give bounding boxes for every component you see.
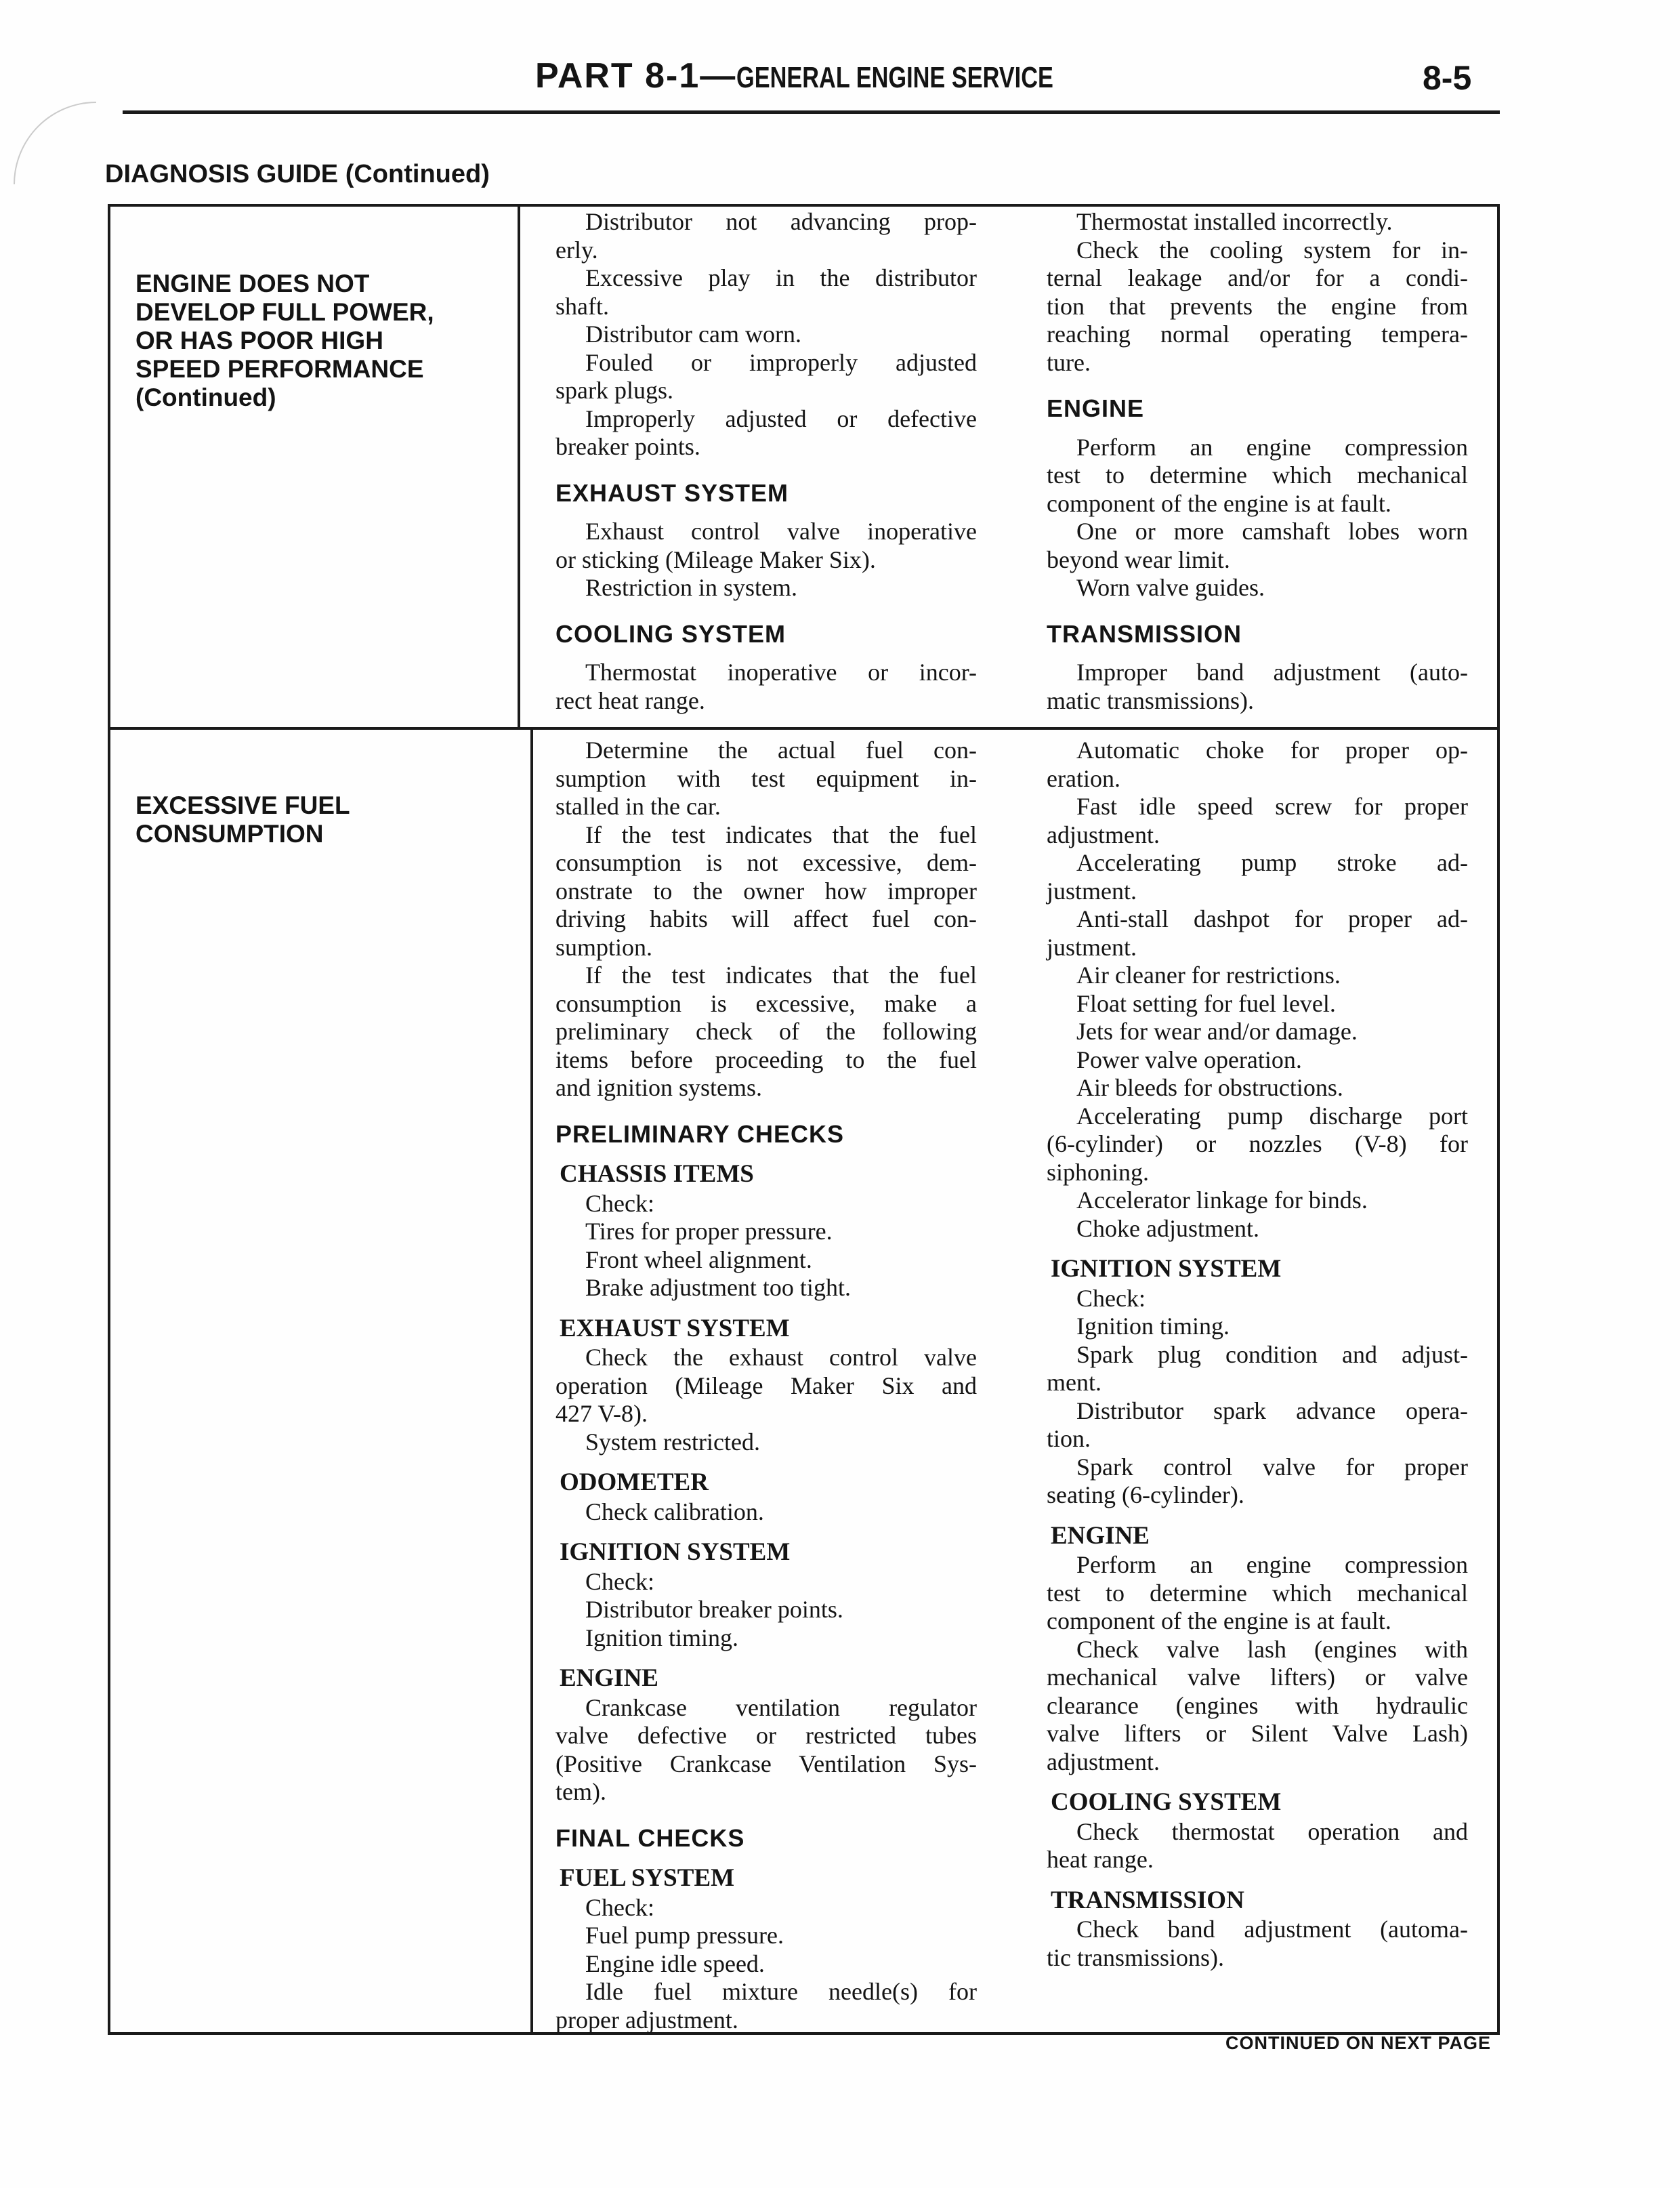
text-line: Thermostat inoperative or incor- xyxy=(585,659,977,686)
cause-paragraph xyxy=(555,1498,977,1527)
text-line: Fuel pump pressure. xyxy=(585,1922,784,1949)
condition-line: EXCESSIVE FUEL xyxy=(135,791,350,819)
diagnosis-guide-title: DIAGNOSIS GUIDE (Continued) xyxy=(105,160,490,188)
text-line: ment. xyxy=(1047,1369,1101,1396)
subsection-heading: ENGINE xyxy=(1051,1521,1150,1550)
subsection-heading: COOLING SYSTEM xyxy=(1051,1788,1282,1816)
text-line: sumption with test equipment in- xyxy=(555,764,977,792)
cause-paragraph xyxy=(1047,1341,1468,1397)
text-line: tion. xyxy=(1047,1425,1091,1452)
cause-paragraph xyxy=(1047,1551,1468,1636)
page-header-title xyxy=(535,56,1143,96)
cause-paragraph xyxy=(555,1978,977,2034)
text-line: Exhaust control valve inoperative xyxy=(585,518,977,545)
cause-paragraph xyxy=(1047,434,1468,518)
text-line: eration. xyxy=(1047,764,1120,792)
subsection-heading: ENGINE xyxy=(560,1664,658,1692)
text-line: test to determine which mechanical xyxy=(1047,461,1468,489)
text-line: reaching normal operating tempera- xyxy=(1047,321,1468,348)
text-line: Check the cooling system for in- xyxy=(1076,236,1468,264)
header-rule xyxy=(123,110,1500,114)
text-line: Accelerating pump discharge port xyxy=(1076,1102,1468,1130)
section-heading: PRELIMINARY CHECKS xyxy=(555,1119,845,1148)
text-line: ternal leakage and/or for a condi- xyxy=(1047,264,1468,291)
cause-paragraph xyxy=(1047,1285,1468,1313)
text-line: Accelerator linkage for binds. xyxy=(1076,1186,1368,1214)
cause-paragraph xyxy=(1047,1818,1468,1874)
text-line: clearance (engines with hydraulic xyxy=(1047,1691,1468,1719)
part-number: PART 8-1 xyxy=(535,56,700,96)
cause-paragraph xyxy=(1047,1046,1468,1075)
text-line: Determine the actual fuel con- xyxy=(585,737,977,764)
cause-paragraph xyxy=(555,1950,977,1979)
text-line: valve defective or restricted tubes xyxy=(555,1722,977,1749)
cause-paragraph xyxy=(1047,518,1468,574)
cause-paragraph xyxy=(1047,659,1468,715)
cause-paragraph xyxy=(1047,793,1468,849)
row-divider xyxy=(108,727,1500,730)
text-line: Check calibration. xyxy=(585,1498,764,1525)
text-line: or sticking (Mileage Maker Six). xyxy=(555,545,876,573)
subsection-heading: ODOMETER xyxy=(560,1468,709,1496)
section-title: GENERAL ENGINE SERVICE xyxy=(736,61,1054,94)
text-line: tem). xyxy=(555,1778,606,1805)
cause-paragraph xyxy=(1047,208,1468,236)
section-heading: TRANSMISSION xyxy=(1047,619,1242,648)
subsection-heading: IGNITION SYSTEM xyxy=(1051,1255,1282,1283)
column-divider xyxy=(518,204,520,728)
text-line: Air bleeds for obstructions. xyxy=(1076,1074,1343,1101)
text-line: Check valve lash (engines with xyxy=(1076,1635,1468,1663)
column-divider xyxy=(530,728,533,2035)
cause-paragraph xyxy=(1047,990,1468,1018)
cause-paragraph xyxy=(1047,1453,1468,1510)
cause-paragraph xyxy=(555,821,977,962)
text-line: (6-cylinder) or nozzles (V-8) for xyxy=(1047,1130,1468,1157)
text-line: Distributor spark advance opera- xyxy=(1076,1397,1468,1424)
text-line: beyond wear limit. xyxy=(1047,545,1230,573)
cause-paragraph xyxy=(1047,574,1468,602)
text-line: Brake adjustment too tight. xyxy=(585,1274,851,1301)
text-line: Perform an engine compression xyxy=(1076,433,1468,461)
text-line: Engine idle speed. xyxy=(585,1949,765,1977)
text-line: adjustment. xyxy=(1047,1748,1160,1775)
text-line: justment. xyxy=(1047,933,1137,961)
text-line: items before proceeding to the fuel xyxy=(555,1046,977,1073)
cause-paragraph xyxy=(1047,849,1468,905)
text-line: Improper band adjustment (auto- xyxy=(1076,659,1468,686)
text-line: Idle fuel mixture needle(s) for xyxy=(585,1978,977,2005)
condition-line: CONSUMPTION xyxy=(135,820,324,848)
text-line: Crankcase ventilation regulator xyxy=(585,1693,977,1721)
text-line: Ignition timing. xyxy=(585,1624,739,1651)
cause-paragraph xyxy=(1047,1215,1468,1243)
cause-paragraph xyxy=(1047,1313,1468,1341)
condition-heading xyxy=(135,270,434,412)
cause-paragraph xyxy=(555,1922,977,1950)
cause-column-right xyxy=(1047,208,1468,715)
cause-paragraph xyxy=(555,321,977,349)
cause-paragraph xyxy=(555,405,977,461)
text-line: One or more camshaft lobes worn xyxy=(1076,518,1468,545)
cause-paragraph xyxy=(1047,1074,1468,1102)
cause-paragraph xyxy=(1047,962,1468,990)
text-line: If the test indicates that the fuel xyxy=(585,962,977,989)
text-line: Automatic choke for proper op- xyxy=(1076,737,1468,764)
cause-paragraph xyxy=(555,349,977,405)
text-line: Check: xyxy=(585,1567,654,1595)
text-line: mechanical valve lifters) or valve xyxy=(1047,1664,1468,1691)
text-line: tion that prevents the engine from xyxy=(1047,292,1468,320)
cause-paragraph xyxy=(555,1218,977,1246)
cause-paragraph xyxy=(555,1894,977,1922)
page-number: 8-5 xyxy=(1423,59,1472,97)
text-line: Check: xyxy=(1076,1284,1146,1312)
cause-paragraph xyxy=(555,574,977,602)
text-line: justment. xyxy=(1047,877,1137,905)
text-line: Accelerating pump stroke ad- xyxy=(1076,849,1468,876)
cause-column-left xyxy=(555,208,977,715)
cause-paragraph xyxy=(555,737,977,821)
text-line: 427 V-8). xyxy=(555,1400,648,1427)
text-line: Anti-stall dashpot for proper ad- xyxy=(1076,905,1468,932)
text-line: Choke adjustment. xyxy=(1076,1214,1259,1242)
text-line: heat range. xyxy=(1047,1846,1154,1873)
text-line: Check the exhaust control valve xyxy=(585,1344,977,1371)
cause-paragraph xyxy=(1047,1018,1468,1046)
section-heading: COOLING SYSTEM xyxy=(555,619,786,648)
text-line: Improperly adjusted or defective xyxy=(585,405,977,432)
cause-paragraph xyxy=(1047,1397,1468,1453)
text-line: adjustment. xyxy=(1047,821,1160,848)
condition-line: (Continued) xyxy=(135,384,276,411)
cause-paragraph xyxy=(1047,1916,1468,1972)
cause-paragraph xyxy=(555,518,977,574)
cause-paragraph xyxy=(555,1246,977,1275)
condition-heading xyxy=(135,791,350,848)
text-line: matic transmissions). xyxy=(1047,686,1254,714)
text-line: Restriction in system. xyxy=(585,574,797,601)
text-line: Tires for proper pressure. xyxy=(585,1218,833,1245)
text-line: Worn valve guides. xyxy=(1076,574,1265,601)
cause-paragraph xyxy=(555,1596,977,1624)
section-heading: ENGINE xyxy=(1047,394,1145,422)
cause-paragraph xyxy=(555,962,977,1102)
header-dash: — xyxy=(700,56,737,96)
text-line: If the test indicates that the fuel xyxy=(585,821,977,848)
cause-paragraph xyxy=(555,1274,977,1302)
text-line: consumption is not excessive, dem- xyxy=(555,849,977,876)
text-line: Excessive play in the distributor xyxy=(585,264,977,291)
subsection-heading: EXHAUST SYSTEM xyxy=(560,1314,790,1342)
text-line: onstrate to the owner how improper xyxy=(555,877,977,905)
cause-paragraph xyxy=(555,208,977,264)
text-line: (Positive Crankcase Ventilation Sys- xyxy=(555,1750,977,1777)
text-line: proper adjustment. xyxy=(555,2006,738,2034)
continued-note: CONTINUED ON NEXT PAGE xyxy=(1225,2033,1492,2053)
text-line: Thermostat installed incorrectly. xyxy=(1076,208,1393,235)
text-line: and ignition systems. xyxy=(555,1074,762,1101)
text-line: ture. xyxy=(1047,348,1091,376)
cause-paragraph xyxy=(1047,1102,1468,1187)
text-line: Check: xyxy=(585,1893,654,1921)
condition-line: SPEED PERFORMANCE xyxy=(135,355,424,383)
text-line: breaker points. xyxy=(555,433,700,460)
text-line: System restricted. xyxy=(585,1428,760,1456)
cause-paragraph xyxy=(555,1694,977,1807)
subsection-heading: CHASSIS ITEMS xyxy=(560,1160,754,1188)
section-heading: EXHAUST SYSTEM xyxy=(555,478,789,507)
cause-paragraph xyxy=(555,1344,977,1428)
text-line: Fast idle speed screw for proper xyxy=(1076,793,1468,820)
text-line: consumption is excessive, make a xyxy=(555,989,977,1017)
cause-column-left xyxy=(555,737,977,2034)
text-line: preliminary check of the following xyxy=(555,1018,977,1045)
text-line: Distributor breaker points. xyxy=(585,1596,843,1623)
text-line: seating (6-cylinder). xyxy=(1047,1481,1244,1508)
text-line: operation (Mileage Maker Six and xyxy=(555,1371,977,1399)
text-line: Spark control valve for proper xyxy=(1076,1453,1468,1481)
text-line: shaft. xyxy=(555,292,609,320)
page-edge-mark xyxy=(14,102,96,184)
cause-paragraph xyxy=(555,659,977,715)
cause-paragraph xyxy=(1047,236,1468,377)
text-line: erly. xyxy=(555,236,598,264)
text-line: Distributor not advancing prop- xyxy=(585,208,977,235)
cause-paragraph xyxy=(1047,905,1468,962)
text-line: rect heat range. xyxy=(555,686,705,714)
condition-line: DEVELOP FULL POWER, xyxy=(135,298,434,326)
text-line: siphoning. xyxy=(1047,1158,1150,1186)
cause-paragraph xyxy=(555,264,977,321)
text-line: Check: xyxy=(585,1189,654,1217)
text-line: spark plugs. xyxy=(555,377,673,404)
cause-paragraph xyxy=(1047,1636,1468,1777)
text-line: driving habits will affect fuel con- xyxy=(555,905,977,932)
text-line: Power valve operation. xyxy=(1076,1046,1302,1073)
text-line: tic transmissions). xyxy=(1047,1943,1224,1971)
cause-paragraph xyxy=(1047,737,1468,793)
cause-paragraph xyxy=(555,1190,977,1218)
text-line: component of the engine is at fault. xyxy=(1047,1607,1391,1634)
text-line: valve lifters or Silent Valve Lash) xyxy=(1047,1720,1468,1747)
text-line: Check band adjustment (automa- xyxy=(1076,1916,1468,1943)
text-line: Jets for wear and/or damage. xyxy=(1076,1018,1358,1045)
text-line: Front wheel alignment. xyxy=(585,1245,812,1273)
text-line: test to determine which mechanical xyxy=(1047,1579,1468,1607)
text-line: Air cleaner for restrictions. xyxy=(1076,962,1341,989)
text-line: Distributor cam worn. xyxy=(585,321,801,348)
text-line: Float setting for fuel level. xyxy=(1076,989,1336,1017)
condition-line: OR HAS POOR HIGH xyxy=(135,327,383,354)
cause-paragraph xyxy=(555,1624,977,1653)
subsection-heading: FUEL SYSTEM xyxy=(560,1864,735,1892)
section-heading: FINAL CHECKS xyxy=(555,1823,745,1852)
text-line: Fouled or improperly adjusted xyxy=(585,348,977,376)
cause-paragraph xyxy=(1047,1186,1468,1215)
text-line: stalled in the car. xyxy=(555,793,721,820)
text-line: Spark plug condition and adjust- xyxy=(1076,1340,1468,1368)
text-line: Perform an engine compression xyxy=(1076,1551,1468,1578)
cause-paragraph xyxy=(555,1568,977,1596)
text-line: component of the engine is at fault. xyxy=(1047,489,1391,517)
text-line: Ignition timing. xyxy=(1076,1313,1230,1340)
condition-line: ENGINE DOES NOT xyxy=(135,270,370,297)
text-line: Check thermostat operation and xyxy=(1076,1817,1468,1845)
cause-paragraph xyxy=(555,1428,977,1457)
text-line: sumption. xyxy=(555,933,653,961)
subsection-heading: TRANSMISSION xyxy=(1051,1886,1244,1914)
cause-column-right xyxy=(1047,737,1468,1972)
subsection-heading: IGNITION SYSTEM xyxy=(560,1538,791,1566)
